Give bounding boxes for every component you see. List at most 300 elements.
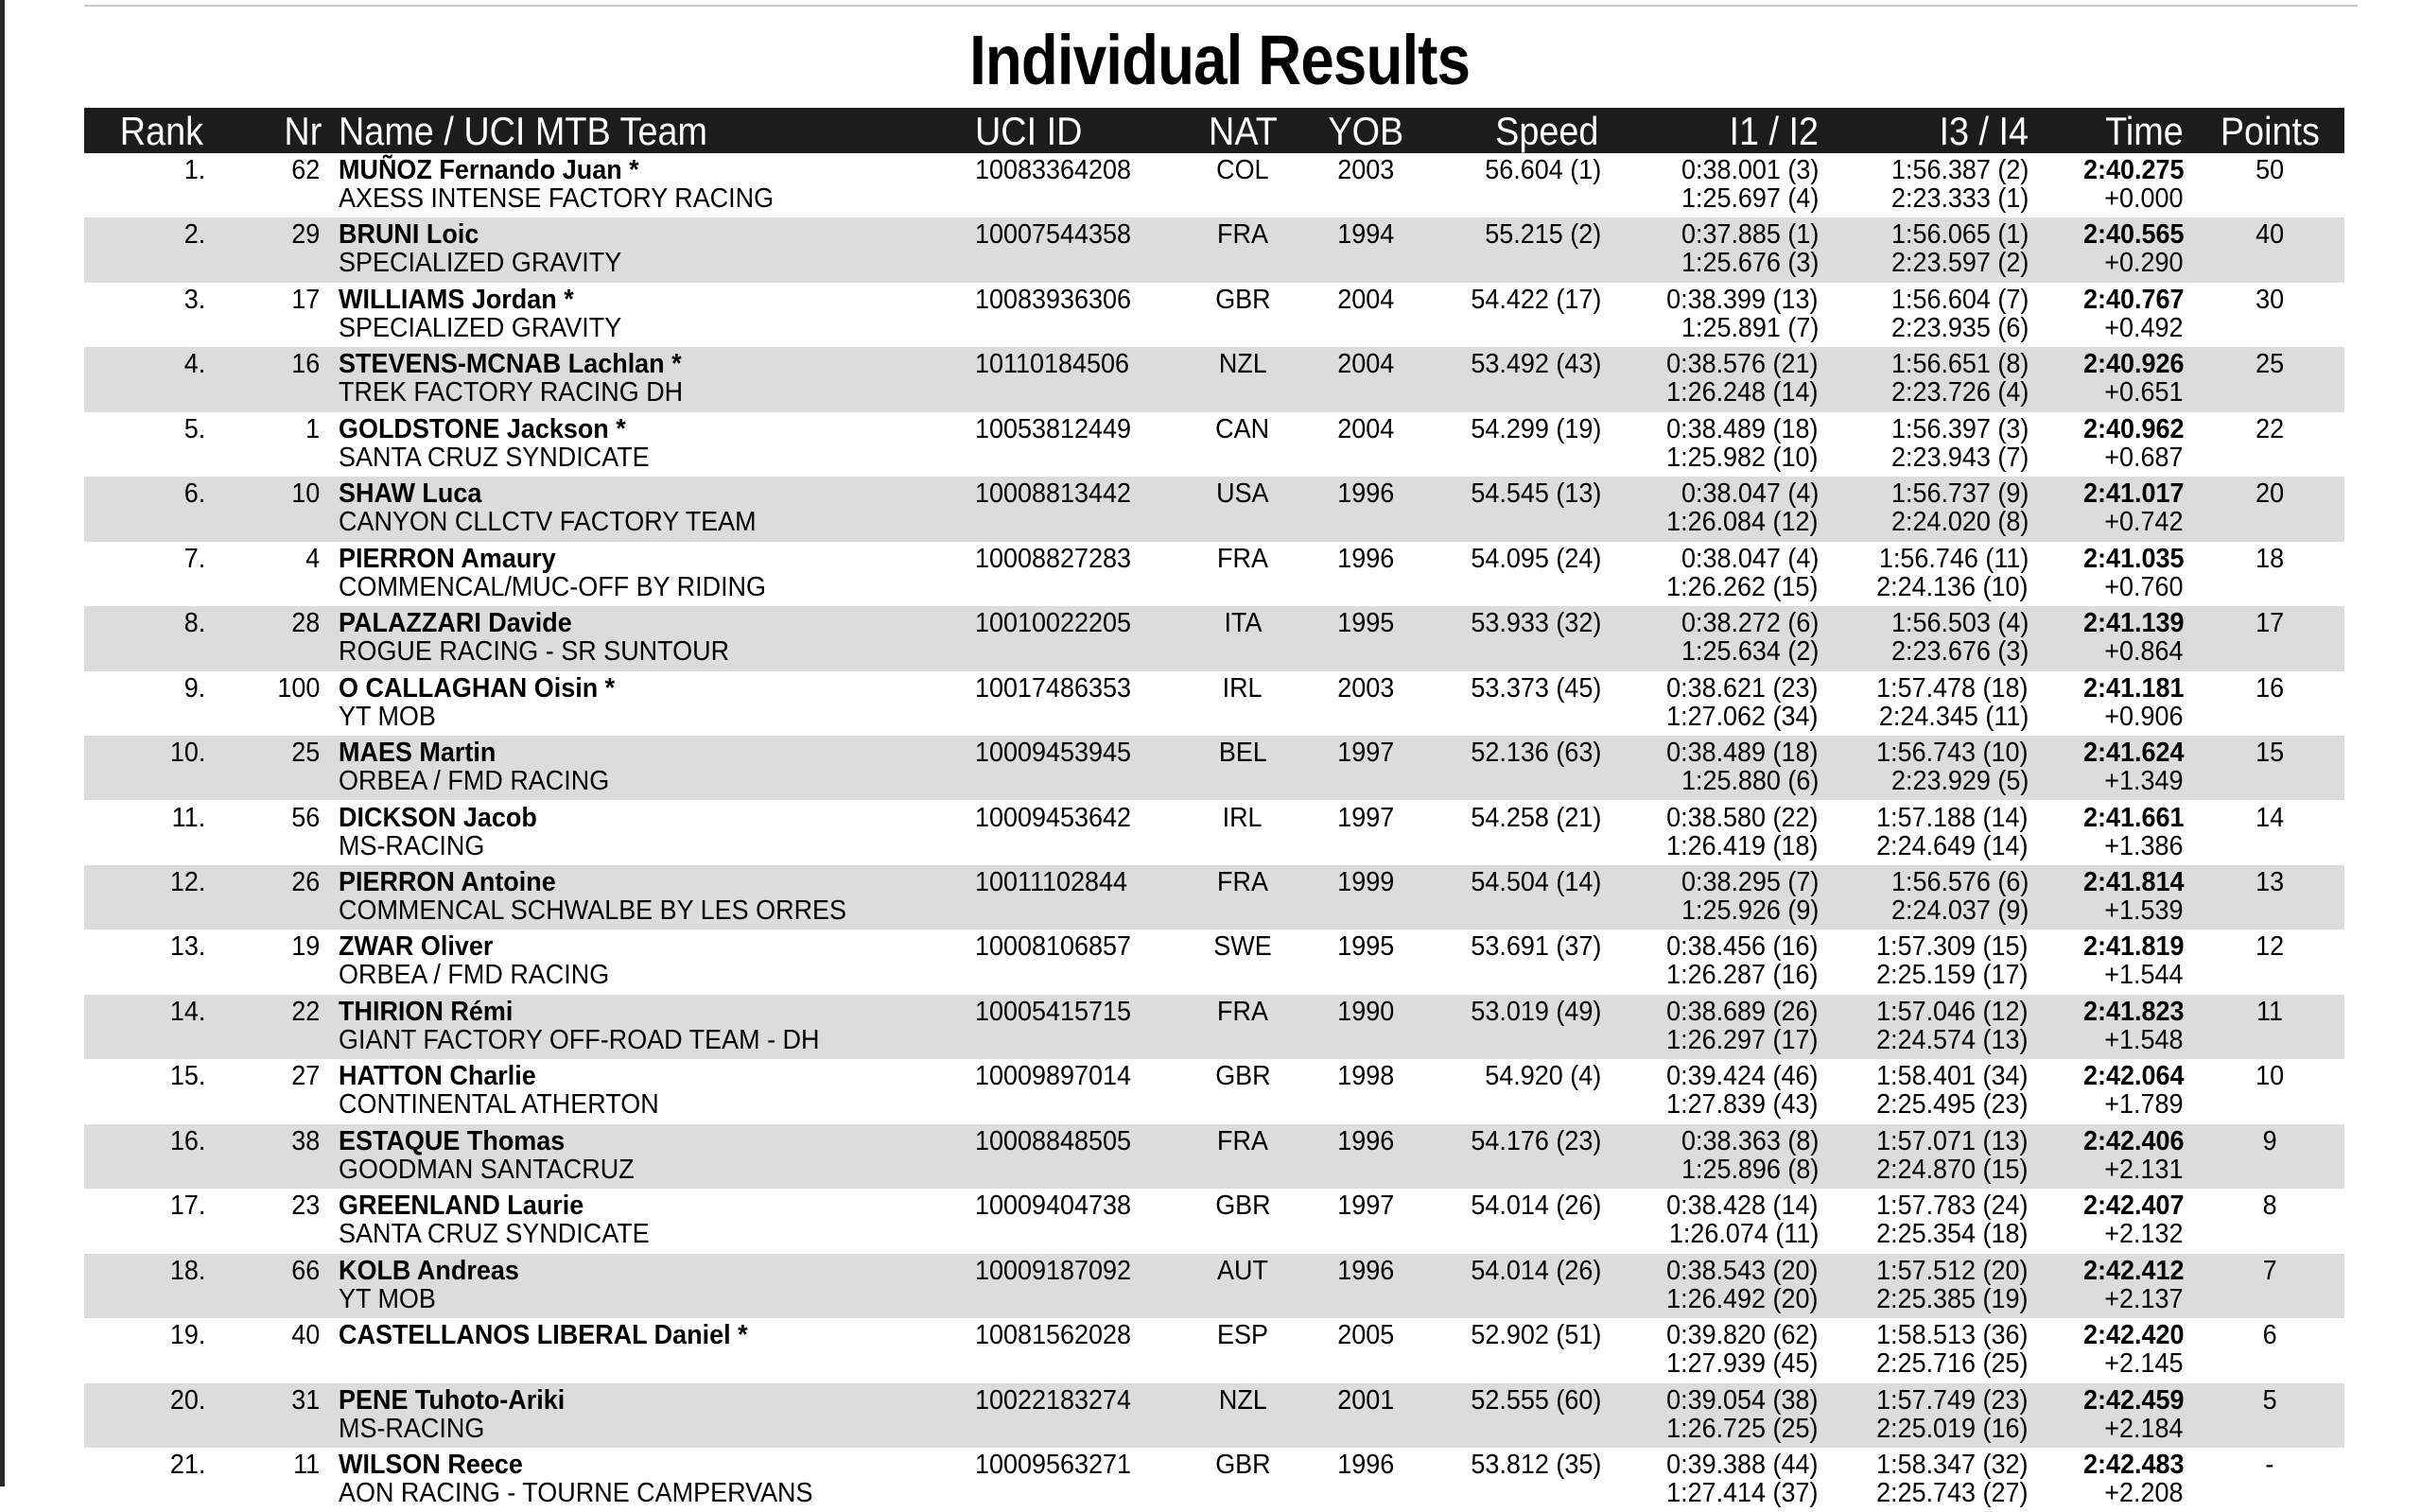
year-of-birth-cell (1314, 220, 1418, 249)
nr-text: 16 (290, 349, 320, 380)
uci-id-cell (975, 350, 1141, 378)
year-of-birth-cell (1314, 1062, 1418, 1090)
i2-text: 1:25.697 (4) (1681, 183, 1819, 214)
nat-text: IRL (1223, 802, 1263, 833)
points-text: 30 (2255, 284, 2284, 315)
rank-text: 6. (183, 478, 205, 510)
team-text: ROGUE RACING - SR SUNTOUR (339, 636, 730, 668)
nat-text: CAN (1215, 413, 1270, 444)
i4-text: 2:23.929 (5) (1890, 766, 2029, 797)
team-name-cell (339, 896, 884, 925)
rank-cell (84, 1257, 205, 1285)
nat-text: GBR (1214, 1190, 1271, 1222)
gap-text: +2.137 (2104, 1283, 2184, 1314)
finish-time-cell (2051, 545, 2184, 573)
i2-text: 1:25.634 (2) (1681, 636, 1819, 668)
speed-cell (1408, 479, 1601, 508)
time-text: 2:42.407 (2082, 1190, 2184, 1222)
points-cell (2222, 1386, 2317, 1415)
team-text: CANYON CLLCTV FACTORY TEAM (339, 507, 757, 538)
name-text: CASTELLANOS LIBERAL Daniel * (339, 1320, 748, 1351)
points-cell (2222, 479, 2317, 508)
nr-text: 1 (305, 413, 320, 444)
nr-text: 25 (290, 738, 320, 769)
name-text: PALAZZARI Davide (339, 608, 572, 639)
uci-id-text: 10007544358 (975, 219, 1132, 251)
rank-cell (84, 739, 205, 767)
year-of-birth-cell (1314, 868, 1418, 896)
i3-text: 1:57.512 (20) (1876, 1255, 2029, 1286)
yob-text: 1998 (1336, 1061, 1394, 1092)
uci-id-cell (975, 1062, 1142, 1090)
finish-time-cell (2051, 220, 2184, 249)
table-row (84, 477, 2344, 541)
team-name-cell (339, 1220, 672, 1248)
i3-text: 1:58.401 (34) (1876, 1061, 2029, 1092)
rank-text: 4. (183, 349, 205, 380)
speed-text: 54.095 (24) (1471, 543, 1601, 574)
name-text: PIERRON Antoine (339, 866, 556, 897)
split-i2-cell (1626, 1285, 1819, 1313)
speed-cell (1408, 804, 1601, 832)
split-i3-cell (1834, 1062, 2029, 1090)
rider-name-cell (339, 1257, 532, 1285)
points-text: 22 (2255, 413, 2284, 444)
table-row (84, 1059, 2344, 1123)
nat-text: FRA (1217, 219, 1268, 251)
uci-id-text: 10008827283 (975, 543, 1132, 574)
bib-number-cell (226, 415, 320, 443)
gap-text: +2.208 (2104, 1478, 2184, 1508)
i2-text: 1:25.896 (8) (1681, 1154, 1819, 1185)
name-text: GREENLAND Laurie (339, 1190, 584, 1222)
points-text: 13 (2255, 866, 2284, 897)
nation-cell (1195, 545, 1290, 573)
rank-text: 15. (169, 1061, 205, 1092)
split-i1-cell (1626, 804, 1819, 832)
uci-id-text: 10022183274 (975, 1384, 1132, 1416)
finish-time-cell (2051, 1451, 2184, 1479)
bib-number-cell (226, 674, 320, 703)
i3-text: 1:56.651 (8) (1890, 349, 2029, 380)
yob-text: 1996 (1336, 1450, 1394, 1480)
rider-name-cell (339, 286, 591, 314)
split-i3-cell (1834, 674, 2029, 703)
team-text: ORBEA / FMD RACING (339, 766, 610, 797)
nat-text: NZL (1218, 349, 1267, 380)
gap-text: +1.349 (2104, 766, 2184, 797)
i3-text: 1:56.576 (6) (1890, 866, 2029, 897)
table-row (84, 930, 2344, 994)
i3-text: 1:56.737 (9) (1890, 478, 2029, 510)
points-cell (2222, 545, 2317, 573)
nation-cell (1195, 1321, 1290, 1349)
split-i4-cell (1834, 1415, 2029, 1443)
i3-text: 1:56.743 (10) (1876, 738, 2029, 769)
speed-text: 54.920 (4) (1485, 1061, 1601, 1092)
i2-text: 1:27.414 (37) (1666, 1478, 1819, 1508)
split-i4-cell (1834, 508, 2029, 536)
rank-cell (84, 286, 205, 314)
rider-name-cell (339, 1451, 537, 1479)
year-of-birth-cell (1314, 1257, 1418, 1285)
split-i3-cell (1834, 1451, 2029, 1479)
nr-text: 38 (290, 1125, 320, 1156)
yob-text: 1995 (1336, 608, 1394, 639)
uci-id-cell (975, 609, 1142, 637)
split-i4-cell (1834, 1156, 2029, 1184)
rank-text: 2. (183, 219, 205, 251)
nat-text: FRA (1217, 866, 1268, 897)
uci-id-text: 10009453642 (975, 802, 1132, 833)
time-gap-cell (2051, 896, 2184, 925)
table-row (84, 671, 2344, 736)
rider-name-cell (339, 609, 589, 637)
i3-text: 1:56.604 (7) (1890, 284, 2029, 315)
team-text: TREK FACTORY RACING DH (339, 377, 684, 408)
speed-cell (1408, 545, 1601, 573)
team-name-cell (339, 1026, 856, 1054)
team-name-cell (339, 767, 630, 795)
split-i2-cell (1626, 1090, 1819, 1119)
nr-text: 19 (290, 931, 320, 963)
table-row (84, 542, 2344, 606)
speed-text: 53.373 (45) (1471, 672, 1601, 704)
split-i1-cell (1626, 415, 1819, 443)
table-row (84, 1254, 2344, 1318)
finish-time-cell (2051, 674, 2184, 703)
team-text: YT MOB (339, 701, 436, 732)
rank-cell (84, 1127, 205, 1156)
rank-text: 5. (183, 413, 205, 444)
split-i1-cell (1626, 220, 1819, 249)
split-i1-cell (1626, 350, 1819, 378)
team-name-cell (339, 184, 807, 213)
nat-text: COL (1216, 155, 1269, 185)
table-header (84, 108, 2344, 153)
uci-id-cell (975, 804, 1142, 832)
top-divider (84, 5, 2358, 7)
nat-text: FRA (1217, 996, 1268, 1027)
points-cell (2222, 1257, 2317, 1285)
speed-text: 52.555 (60) (1471, 1384, 1601, 1416)
bib-number-cell (226, 1451, 320, 1479)
time-text: 2:41.661 (2082, 802, 2184, 833)
nat-text: BEL (1218, 738, 1267, 769)
i3-text: 1:56.387 (2) (1890, 155, 2029, 185)
time-gap-cell (2051, 767, 2184, 795)
nr-text: 26 (290, 866, 320, 897)
i2-text: 1:25.676 (3) (1681, 248, 1819, 279)
uci-id-cell (975, 868, 1139, 896)
split-i3-cell (1834, 1127, 2029, 1156)
split-i3-cell (1834, 868, 2029, 896)
uci-id-cell (975, 1451, 1142, 1479)
rider-name-cell (339, 1127, 582, 1156)
rider-name-cell (339, 804, 552, 832)
finish-time-cell (2051, 1062, 2184, 1090)
team-name-cell (339, 443, 672, 472)
rank-text: 13. (169, 931, 205, 963)
split-i3-cell (1834, 739, 2029, 767)
split-i1-cell (1626, 1127, 1819, 1156)
yob-text: 2003 (1336, 672, 1394, 704)
name-text: BRUNI Loic (339, 219, 479, 251)
time-gap-cell (2051, 1220, 2184, 1248)
rank-text: 1. (183, 155, 205, 185)
finish-time-cell (2051, 804, 2184, 832)
rider-name-cell (339, 545, 572, 573)
i1-text: 0:39.388 (44) (1666, 1450, 1819, 1480)
speed-cell (1408, 1062, 1601, 1090)
split-i3-cell (1834, 286, 2029, 314)
bib-number-cell (226, 156, 320, 184)
rider-name-cell (339, 220, 490, 249)
gap-text: +0.760 (2104, 571, 2184, 602)
time-text: 2:41.017 (2082, 478, 2184, 510)
finish-time-cell (2051, 350, 2184, 378)
finish-time-cell (2051, 932, 2184, 961)
finish-time-cell (2051, 415, 2184, 443)
rank-cell (84, 350, 205, 378)
bib-number-cell (226, 868, 320, 896)
uci-id-text: 10083364208 (975, 155, 1132, 185)
points-text: 20 (2255, 478, 2284, 510)
team-name-cell (339, 637, 758, 666)
nat-text: SWE (1213, 931, 1272, 963)
nat-text: ESP (1217, 1320, 1268, 1351)
rank-cell (84, 156, 205, 184)
finish-time-cell (2051, 286, 2184, 314)
rank-text: 10. (169, 738, 205, 769)
table-row (84, 995, 2344, 1059)
uci-id-cell (975, 1191, 1142, 1220)
nr-text: 66 (290, 1255, 320, 1286)
time-text: 2:41.035 (2082, 543, 2184, 574)
rider-name-cell (339, 1386, 582, 1415)
nation-cell (1195, 739, 1290, 767)
speed-text: 54.014 (26) (1471, 1190, 1601, 1222)
nation-cell (1195, 1451, 1290, 1479)
yob-text: 1996 (1336, 1255, 1394, 1286)
nat-text: AUT (1217, 1255, 1268, 1286)
time-text: 2:42.406 (2082, 1125, 2184, 1156)
i2-text: 1:26.262 (15) (1666, 571, 1819, 602)
speed-cell (1408, 220, 1601, 249)
i1-text: 0:38.456 (16) (1666, 931, 1819, 963)
points-cell (2222, 674, 2317, 703)
rank-cell (84, 220, 205, 249)
team-text: MS-RACING (339, 830, 485, 861)
nation-cell (1195, 220, 1290, 249)
name-text: WILSON Reece (339, 1450, 523, 1480)
i2-text: 1:26.248 (14) (1666, 377, 1819, 408)
team-name-cell (339, 378, 709, 407)
split-i1-cell (1626, 674, 1819, 703)
team-name-cell (339, 1156, 656, 1184)
points-text: 9 (2262, 1125, 2277, 1156)
points-text: 5 (2262, 1384, 2277, 1416)
split-i1-cell (1626, 1062, 1819, 1090)
split-i4-cell (1834, 832, 2029, 860)
speed-text: 54.258 (21) (1471, 802, 1601, 833)
nat-text: USA (1216, 478, 1269, 510)
points-text: 7 (2262, 1255, 2277, 1286)
bib-number-cell (226, 1321, 320, 1349)
finish-time-cell (2051, 479, 2184, 508)
year-of-birth-cell (1314, 739, 1418, 767)
time-gap-cell (2051, 1156, 2184, 1184)
time-text: 2:42.459 (2082, 1384, 2184, 1416)
uci-id-text: 10009897014 (975, 1061, 1132, 1092)
time-gap-cell (2051, 1349, 2184, 1378)
i4-text: 2:24.037 (9) (1890, 895, 2029, 926)
split-i4-cell (1834, 1220, 2029, 1248)
time-gap-cell (2051, 961, 2184, 989)
rider-name-cell (339, 998, 526, 1026)
uci-id-cell (975, 156, 1142, 184)
name-text: MUÑOZ Fernando Juan * (339, 155, 639, 185)
speed-cell (1408, 1451, 1601, 1479)
nat-text: GBR (1214, 1061, 1271, 1092)
points-cell (2222, 220, 2317, 249)
time-text: 2:42.064 (2082, 1061, 2184, 1092)
speed-text: 54.545 (13) (1471, 478, 1601, 510)
speed-text: 55.215 (2) (1485, 219, 1601, 251)
split-i2-cell (1626, 703, 1819, 731)
name-text: O CALLAGHAN Oisin * (339, 672, 616, 704)
points-text: 10 (2255, 1061, 2284, 1092)
split-i3-cell (1834, 1257, 2029, 1285)
i2-text: 1:25.926 (9) (1681, 895, 1819, 926)
name-text: DICKSON Jacob (339, 802, 537, 833)
year-of-birth-cell (1314, 1127, 1418, 1156)
nation-cell (1195, 998, 1290, 1026)
i1-text: 0:38.689 (26) (1666, 996, 1819, 1027)
points-cell (2222, 739, 2317, 767)
i4-text: 2:25.495 (23) (1876, 1089, 2029, 1121)
rank-cell (84, 1451, 205, 1479)
i2-text: 1:27.839 (43) (1666, 1089, 1819, 1121)
year-of-birth-cell (1314, 545, 1418, 573)
year-of-birth-cell (1314, 286, 1418, 314)
i1-text: 0:39.054 (38) (1666, 1384, 1819, 1416)
speed-cell (1408, 1127, 1601, 1156)
rank-text: 20. (169, 1384, 205, 1416)
year-of-birth-cell (1314, 674, 1418, 703)
points-text: 14 (2255, 802, 2284, 833)
nation-cell (1195, 479, 1290, 508)
time-gap-cell (2051, 249, 2184, 277)
i4-text: 2:25.716 (25) (1876, 1348, 2029, 1380)
nr-text: 40 (290, 1320, 320, 1351)
finish-time-cell (2051, 1386, 2184, 1415)
points-text: 15 (2255, 738, 2284, 769)
rider-name-cell (339, 479, 493, 508)
time-text: 2:40.926 (2082, 349, 2184, 380)
team-name-cell (339, 1285, 444, 1313)
speed-text: 54.176 (23) (1471, 1125, 1601, 1156)
split-i1-cell (1626, 1386, 1819, 1415)
nation-cell (1195, 609, 1290, 637)
bib-number-cell (226, 479, 320, 508)
gap-text: +2.132 (2104, 1219, 2184, 1250)
yob-text: 2003 (1336, 155, 1394, 185)
name-text: WILLIAMS Jordan * (339, 284, 574, 315)
bib-number-cell (226, 1127, 320, 1156)
points-text: 8 (2262, 1190, 2277, 1222)
time-text: 2:42.412 (2082, 1255, 2184, 1286)
uci-id-text: 10009187092 (975, 1255, 1132, 1286)
split-i4-cell (1834, 249, 2029, 277)
gap-text: +0.864 (2104, 636, 2184, 668)
year-of-birth-cell (1314, 1191, 1418, 1220)
finish-time-cell (2051, 1321, 2184, 1349)
time-gap-cell (2051, 637, 2184, 666)
split-i1-cell (1626, 1191, 1819, 1220)
gap-text: +0.000 (2104, 183, 2184, 214)
rank-cell (84, 804, 205, 832)
team-text: SPECIALIZED GRAVITY (339, 248, 622, 279)
gap-text: +0.492 (2104, 312, 2184, 343)
table-row (84, 865, 2344, 930)
nat-text: GBR (1214, 284, 1271, 315)
yob-text: 2005 (1336, 1320, 1394, 1351)
table-row (84, 412, 2344, 477)
bib-number-cell (226, 1386, 320, 1415)
i2-text: 1:26.297 (17) (1666, 1024, 1819, 1055)
speed-text: 54.014 (26) (1471, 1255, 1601, 1286)
rank-text: 14. (169, 996, 205, 1027)
name-text: PIERRON Amaury (339, 543, 556, 574)
name-text: KOLB Andreas (339, 1255, 519, 1286)
yob-text: 1996 (1336, 1125, 1394, 1156)
nr-text: 4 (305, 543, 320, 574)
nation-cell (1195, 674, 1290, 703)
rank-cell (84, 1191, 205, 1220)
name-text: ZWAR Oliver (339, 931, 494, 963)
split-i3-cell (1834, 479, 2029, 508)
team-text: MS-RACING (339, 1413, 485, 1444)
rider-name-cell (339, 932, 505, 961)
yob-text: 1994 (1336, 219, 1394, 251)
uci-id-text: 10083936306 (975, 284, 1132, 315)
points-cell (2222, 932, 2317, 961)
split-i3-cell (1834, 220, 2029, 249)
time-gap-cell (2051, 1285, 2184, 1313)
split-i1-cell (1626, 1321, 1819, 1349)
split-i4-cell (1834, 767, 2029, 795)
uci-id-text: 10005415715 (975, 996, 1132, 1027)
nat-text: FRA (1217, 543, 1268, 574)
gap-text: +0.742 (2104, 507, 2184, 538)
speed-cell (1408, 674, 1601, 703)
nation-cell (1195, 1257, 1290, 1285)
split-i4-cell (1834, 637, 2029, 666)
year-of-birth-cell (1314, 1321, 1418, 1349)
uci-id-text: 10011102844 (975, 866, 1127, 897)
i4-text: 2:23.726 (4) (1890, 377, 2029, 408)
year-of-birth-cell (1314, 998, 1418, 1026)
split-i3-cell (1834, 804, 2029, 832)
gap-text: +0.687 (2104, 442, 2184, 473)
header-i3-i4: I3 / I4 (1939, 109, 2029, 153)
i1-text: 0:37.885 (1) (1681, 219, 1819, 251)
name-text: PENE Tuhoto-Ariki (339, 1384, 566, 1416)
split-i1-cell (1626, 479, 1819, 508)
header-i1-i2: I1 / I2 (1729, 109, 1819, 153)
split-i3-cell (1834, 932, 2029, 961)
